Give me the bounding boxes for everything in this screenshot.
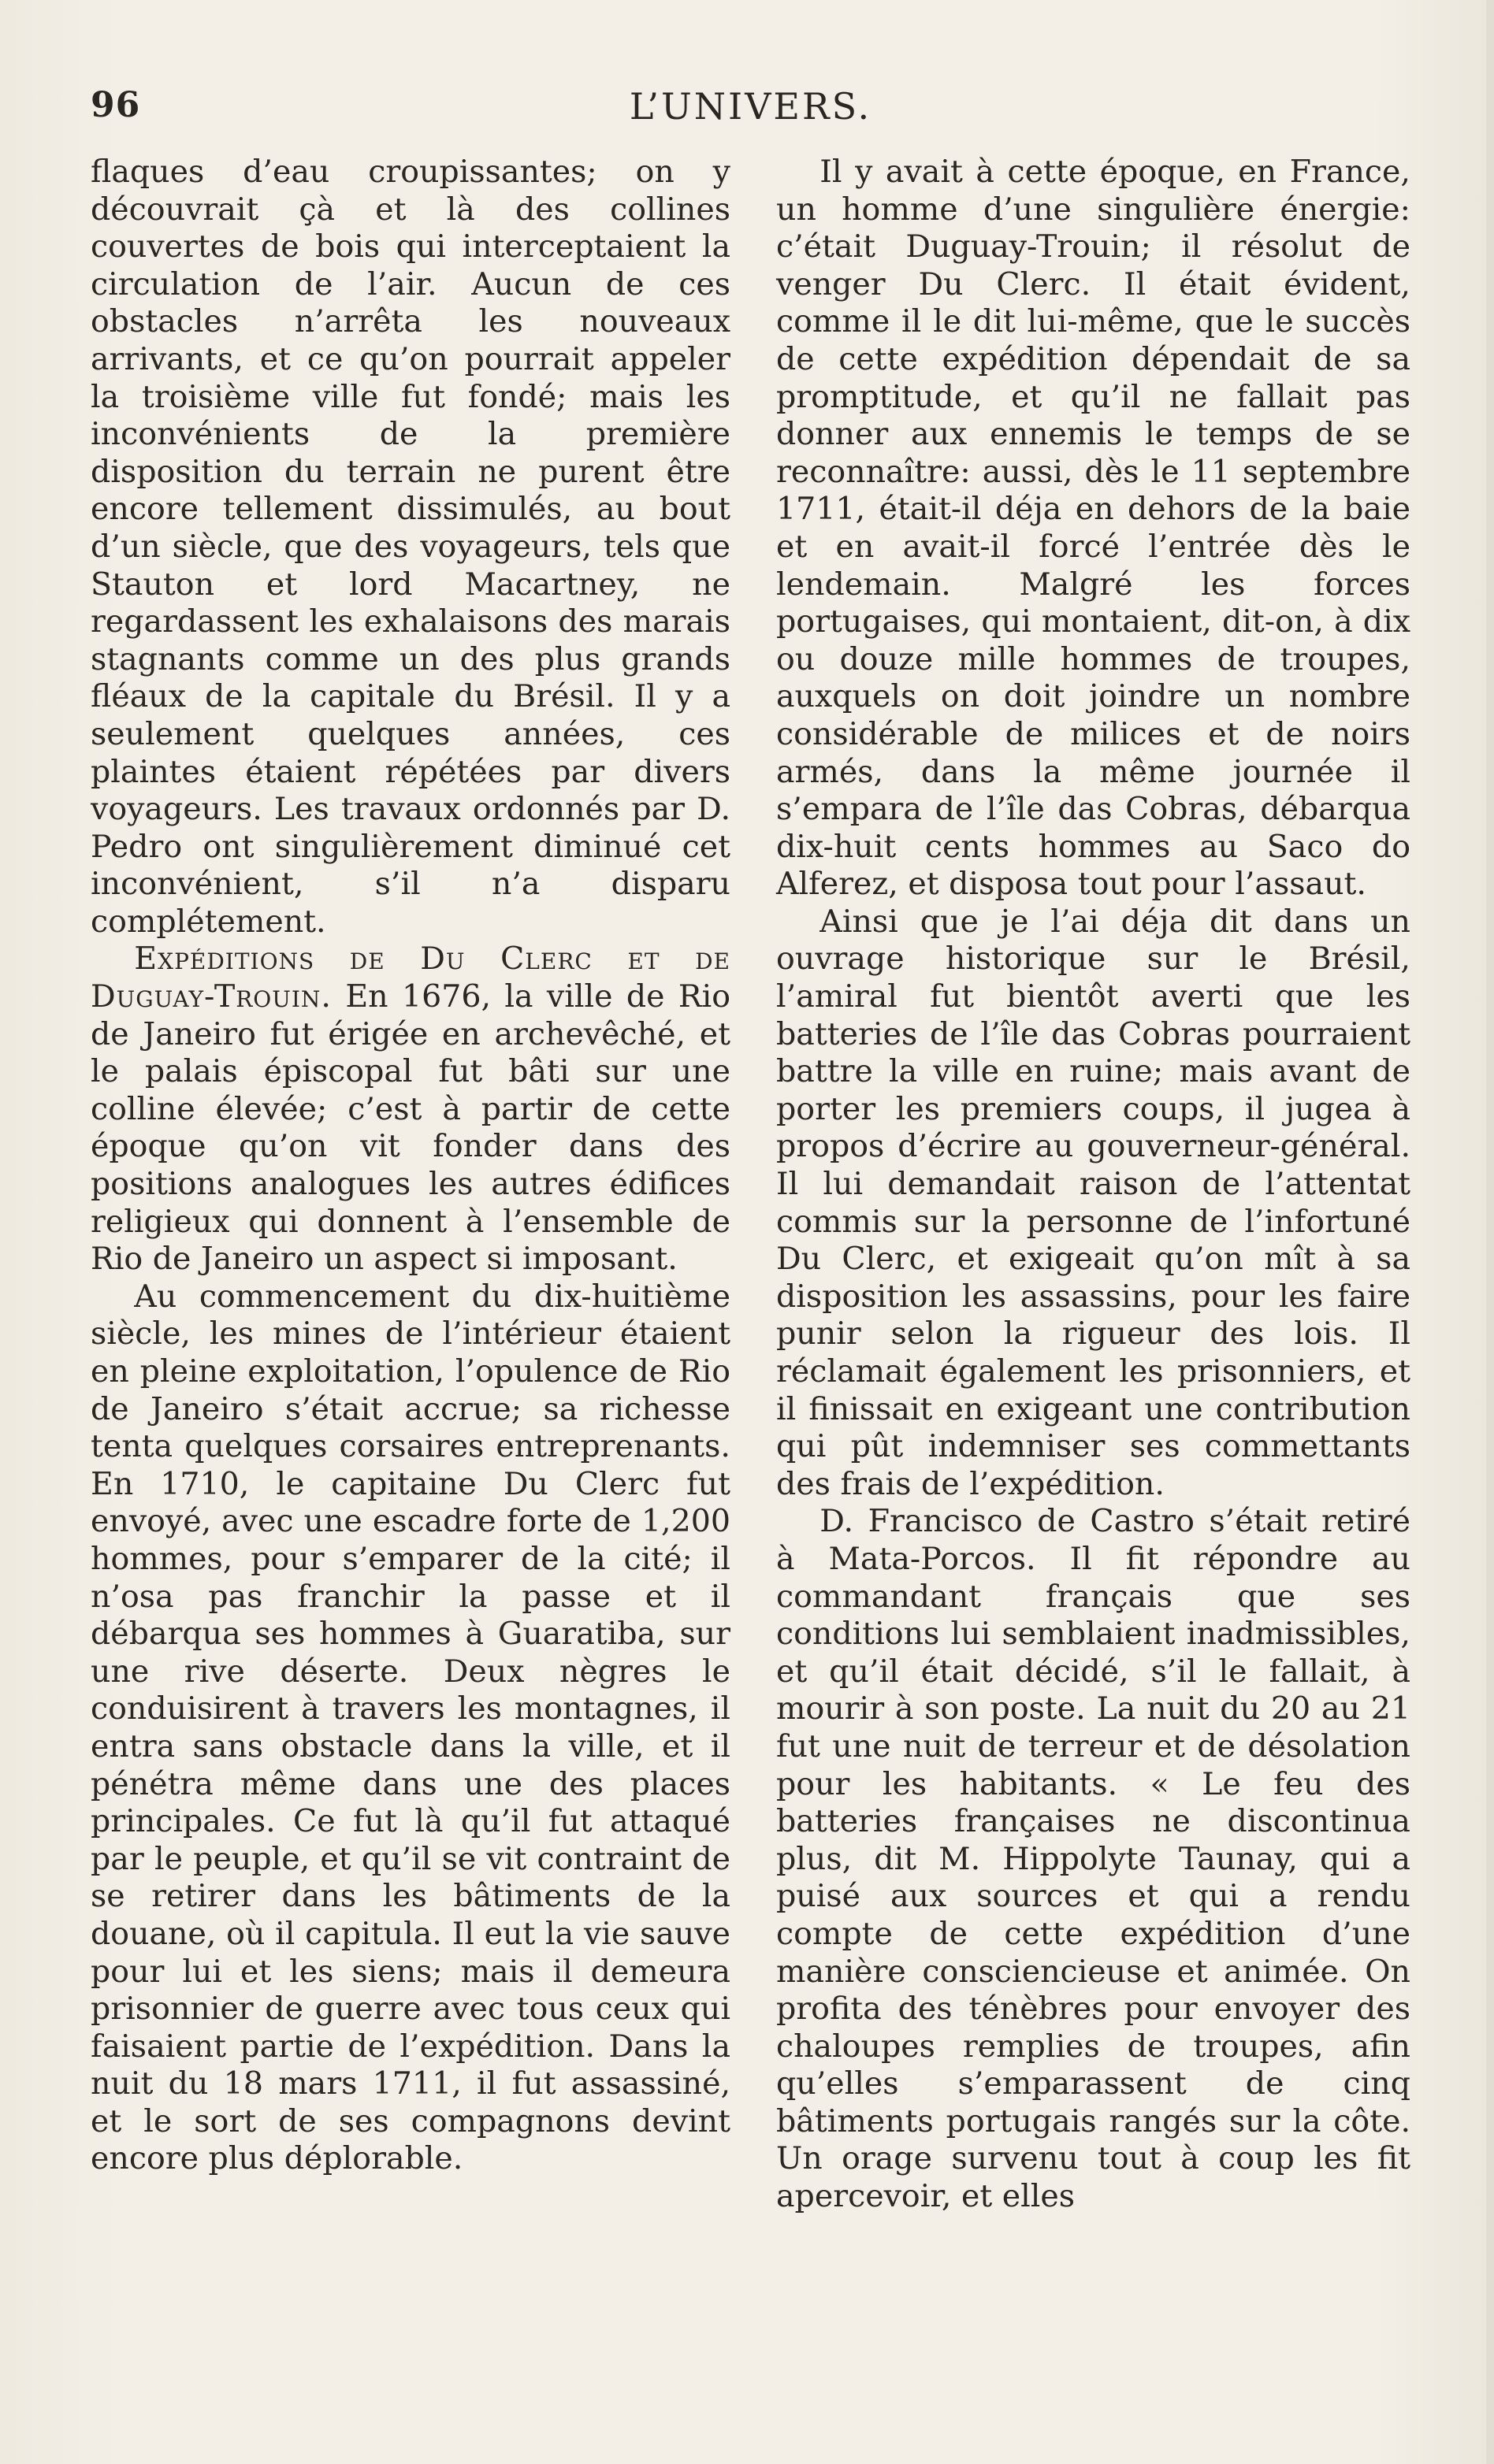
page-edge: [1486, 0, 1494, 2464]
paragraph: Ainsi que je l’ai déja dit dans un ouvrage historique sur le Brésil, l’amiral fut bientôt averti que les batteries de l’île das Cobras pourraient battre la ville en ruine; mais avant de porter les premiers coups, il jugea à propos d’écrire au gouverneur-général. Il lui demandait raison de l’attentat commis sur la personne de l’infortuné Du Clerc, et exigeait qu’on mît à sa disposition les assassins, pour les faire punir selon la rigueur des lois. Il réclamait également les prisonniers, et il finissait en exigeant une contribution qui pût indemniser ses commettants des frais de l’expédition.: [776, 903, 1410, 1502]
paragraph: flaques d’eau croupissantes; on y découvrait çà et là des collines couvertes de bois qui interceptaient la circulation de l’air. Aucun de ces obstacles n’arrêta les nouveaux arrivants, et ce qu’on pourrait appeler la troisième ville fut fondé; mais les inconvénients de la première disposition du terrain ne purent être encore tellement dissimulés, au bout d’un siècle, que des voyageurs, tels que Stauton et lord Macartney, ne regardassent les exhalaisons des marais stagnants comme un des plus grands fléaux de la capitale du Brésil. Il y a seulement quelques années, ces plaintes étaient répétées par divers voyageurs. Les travaux ordonnés par D. Pedro ont singulièrement diminué cet inconvénient, s’il n’a disparu complétement.: [91, 154, 730, 940]
section-paragraph: [91, 941, 730, 1278]
paragraph: Il y avait à cette époque, en France, un homme d’une singulière énergie: c’était Duguay-Trouin; il résolut de venger Du Clerc. Il était évident, comme il le dit lui-même, que le succès de cette expédition dépendait de sa promptitude, et qu’il ne fallait pas donner aux ennemis le temps de se reconnaître: aussi, dès le 11 septembre 1711, était-il déja en dehors de la baie et en avait-il forcé l’entrée dès le lendemain. Malgré les forces portugaises, qui montaient, dit-on, à dix ou douze mille hommes de troupes, auxquels on doit joindre un nombre considérable de milices et de noirs armés, dans la même journée il s’empara de l’île das Cobras, débarqua dix-huit cents hommes au Saco do Alferez, et disposa tout pour l’assaut.: [776, 154, 1410, 903]
page-header: [91, 85, 1410, 132]
paragraph: Au commencement du dix-huitième siècle, les mines de l’intérieur étaient en pleine exploitation, l’opulence de Rio de Janeiro s’était accrue; sa richesse tenta quelques corsaires entreprenants. En 1710, le capitaine Du Clerc fut envoyé, avec une escadre forte de 1,200 hommes, pour s’emparer de la cité; il n’osa pas franchir la passe et il débarqua ses hommes à Guaratiba, sur une rive déserte. Deux nègres le conduisirent à travers les montagnes, il entra sans obstacle dans la ville, et il pénétra même dans une des places principales. Ce fut là qu’il fut attaqué par le peuple, et qu’il se vit contraint de se retirer dans les bâtiments de la douane, où il capitula. Il eut la vie sauve pour lui et les siens; mais il demeura prisonnier de guerre avec tous ceux qui faisaient partie de l’expédition. Dans la nuit du 18 mars 1711, il fut assassiné, et le sort de ses compagnons devint encore plus déplorable.: [91, 1278, 730, 2177]
text-column-right: [776, 154, 1410, 2216]
running-title: L’UNIVERS.: [629, 85, 872, 128]
section-heading: Expéditions de Du Clerc et de Duguay-Trouin.: [91, 941, 730, 1015]
text-column-left: [91, 154, 730, 2178]
paragraph: D. Francisco de Castro s’était retiré à Mata-Porcos. Il fit répondre au commandant français que ses conditions lui semblaient inadmissibles, et qu’il était décidé, s’il le fallait, à mourir à son poste. La nuit du 20 au 21 fut une nuit de terreur et de désolation pour les habitants. « Le feu des batteries françaises ne discontinua plus, dit M. Hippolyte Taunay, qui a puisé aux sources et qui a rendu compte de cette expédition d’une manière consciencieuse et animée. On profita des ténèbres pour envoyer des chaloupes remplies de troupes, afin qu’elles s’emparassent de cinq bâtiments portugais rangés sur la côte. Un orage survenu tout à coup les fit apercevoir, et elles: [776, 1503, 1410, 2215]
paragraph-text: En 1676, la ville de Rio de Janeiro fut érigée en archevêché, et le palais épiscopal fut bâti sur une colline élevée; c’est à partir de cette époque qu’on vit fonder dans des positions analogues les autres édifices religieux qui donnent à l’ensemble de Rio de Janeiro un aspect si imposant.: [91, 978, 730, 1278]
page-number: 96: [91, 85, 141, 125]
